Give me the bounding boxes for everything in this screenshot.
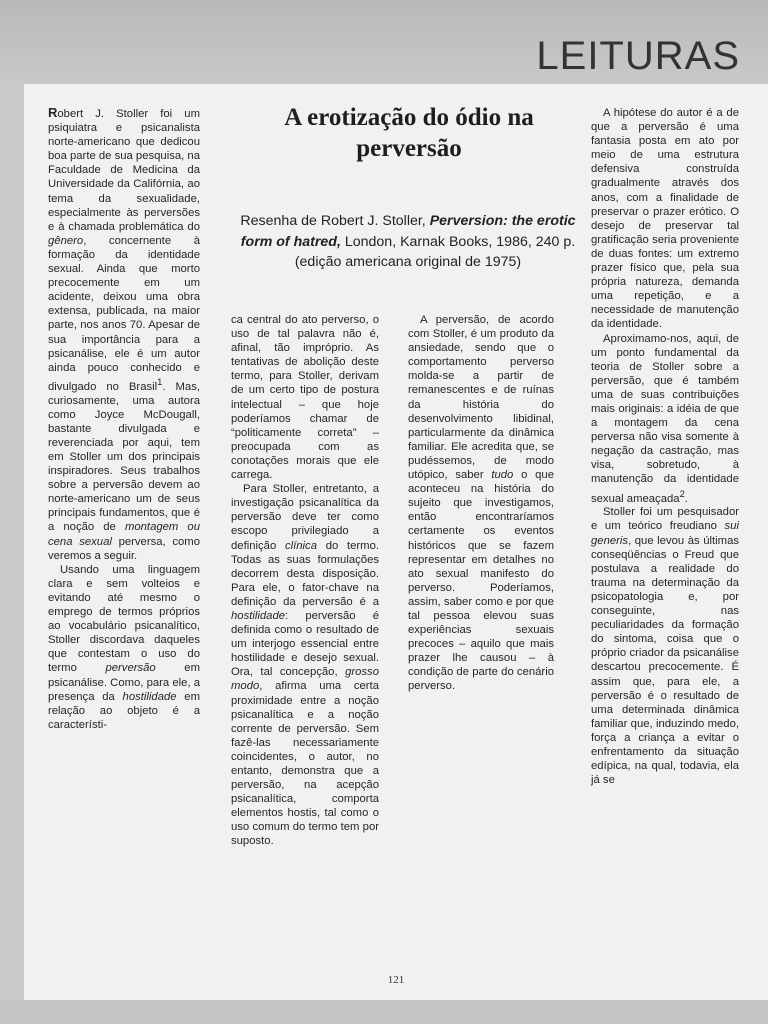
italic-term: montagem ou cena sexual bbox=[48, 521, 200, 548]
text-run: Para Stoller, entretanto, a investigação psicanalítica da perversão deve ter como escopo privilegiado a definição bbox=[231, 483, 379, 552]
paragraph: ca central do ato perverso, o uso de tal palavra não é, afinal, tão impróprio. As tentativas de abolição deste termo, para Stoller, derivam de um certo tipo de postura intelectual – que hoje poderíamos chamar de “politicamente correta” – preocupada com as conotações morais que ele carrega. bbox=[231, 314, 379, 482]
italic-term: tudo bbox=[491, 469, 514, 482]
drop-cap: R bbox=[48, 105, 58, 120]
book-title: Perversion: the erotic form of hatred, bbox=[240, 213, 576, 250]
text-run: London, Karnak Books, 1986, 240 p. (edição americana original de 1975) bbox=[294, 233, 576, 270]
text-run: . bbox=[684, 492, 688, 505]
text-run: o que aconteceu na história do sujeito que investigamos, então encontraríamos certamente os eventos históricos que se fazem representar em detalhes no ato sexual manifesto do perverso. Poderíamos, assim, saber como e por que tal pessoa elevou suas experiências sexuais precoces – aquilo que mais prazer lhe causou – à condição de parte do cenário perverso. bbox=[408, 469, 554, 693]
paragraph bbox=[48, 106, 200, 563]
italic-term: hostilidade bbox=[122, 690, 177, 703]
text-run: , que levou às últimas conseqüências o Freud que postulava a realidade do trauma na determinação da psicopatologia e, por conseguinte, nas peculiaridades da formação do sintoma, coisa que o próprio criador da psicanálise descartou precocemente. É assim que, para ele, a perversão é o resultado de uma determinada dinâmica familiar que, induzindo medo, força a criança a evitar o enfrentamento da situação edípica, na qual, todavia, ela já se bbox=[591, 534, 739, 787]
italic-term: gênero bbox=[48, 234, 84, 247]
text-run: perversa, como veremos a seguir. bbox=[48, 535, 200, 562]
text-run: , afirma uma certa proximidade entre a noção psicanalítica e a noção corrente de perversão. Sem fazê-las necessariamente coincidentes, o autor, no entanto, demonstra que a perversão, na acepção psicanalítica, comporta elementos hostis, tal como o uso comum do termo tem por suposto. bbox=[231, 680, 379, 848]
text-run: . Mas, curiosamente, uma autora como Joyce McDougall, bastante divulgada e reverenciada por aqui, tem em Stoller um dos principais inspiradores. Seus trabalhos sobre a perversão devem ao norte-americano um de seus principais fundamentos, que é a noção de bbox=[48, 380, 200, 534]
text-run: obert J. Stoller foi um psiquiatra e psicanalista norte-americano que dedicou boa parte de sua pesquisa, na Faculdade de Medicina da Universidade da Califórnia, ao tema da sexualidade, especialmente às perversões e à chamada problemática do bbox=[48, 108, 200, 233]
text-run: Stoller foi um pesquisador e um teórico freudiano bbox=[591, 506, 739, 533]
paragraph bbox=[408, 313, 554, 694]
paragraph bbox=[591, 332, 739, 506]
italic-term: clínica bbox=[284, 539, 317, 552]
text-run: em relação ao objeto é a característi- bbox=[48, 690, 200, 731]
italic-term: sui generis bbox=[591, 520, 739, 547]
text-run: Usando uma linguagem clara e sem volteios e evitando até mesmo o emprego de termos próprios ao vocabulário psicanalítico, Stoller discordava daqueles que contestam o uso do termo bbox=[48, 563, 200, 675]
italic-term: perversão bbox=[105, 662, 156, 675]
paragraph bbox=[231, 482, 379, 848]
magazine-page bbox=[24, 84, 768, 1000]
italic-term: grosso modo bbox=[231, 666, 379, 693]
column-2 bbox=[231, 313, 379, 849]
article-title: A erotização do ódio na perversão bbox=[284, 104, 534, 162]
italic-term: hostilidade bbox=[231, 609, 286, 622]
text-run: : perversão é definida como o resultado de um interjogo essencial entre hostilidade e desejo sexual. Ora, tal concepção, bbox=[231, 609, 379, 679]
column-3 bbox=[408, 313, 554, 694]
page-number: 121 bbox=[387, 974, 405, 986]
text-run: em psicanálise. Como, para ele, a presença da bbox=[48, 662, 200, 703]
text-run: Aproximamo-nos, aqui, de um ponto fundamental da teoria de Stoller sobre a perversão, que é também uma de suas contribuições mais originais: a idéia de que a montagem da cena perversa não visa somente à negação da castração, mas visa, sobretudo, à manutenção da identidade sexual ameaçada bbox=[591, 332, 739, 505]
paragraph bbox=[591, 505, 739, 787]
text-run: , concernente à formação da identidade sexual. Ainda que morto precocemente em um acidente, deixou uma obra extensa, publicada, na maior parte, nos anos 70. Apesar de sua importância para a psicanálise, ele é um autor ainda pouco conhecido e divulgado no Brasil bbox=[48, 234, 200, 393]
bottom-margin bbox=[0, 1000, 768, 1024]
text-run: Resenha de Robert J. Stoller, bbox=[240, 213, 430, 229]
text-run: A perversão, de acordo com Stoller, é um produto da ansiedade, sendo que o comportamento perverso molda-se a partir de remanescentes e de ruínas da história do desenvolvimento libidinal, particularmente da dinâmica familiar. Ele acredita que, se pudéssemos, de modo utópico, saber bbox=[408, 314, 554, 482]
paragraph: A hipótese do autor é a de que a perversão é uma fantasia posta em ato por meio de uma estrutura defensiva construída gradualmente através dos anos, com a finalidade de preservar o prazer erótico. O desejo de preservar tal gratificação seria proveniente de duas fontes: um extremo prazer físico que, pela sua própria natureza, demanda uma repetição, e a necessidade de manutenção da identidade. bbox=[591, 107, 739, 331]
column-4 bbox=[591, 106, 739, 787]
column-1 bbox=[48, 106, 200, 732]
footnote-ref: 2 bbox=[679, 487, 685, 499]
footnote-ref: 1 bbox=[157, 375, 163, 387]
section-title: LEITURAS bbox=[536, 34, 740, 78]
paragraph bbox=[48, 563, 200, 732]
review-reference bbox=[238, 211, 578, 273]
text-run: do termo. Todas as suas formulações decorrem desta disposição. Para ele, o fator-chave na definição da perversão é a bbox=[231, 539, 380, 608]
